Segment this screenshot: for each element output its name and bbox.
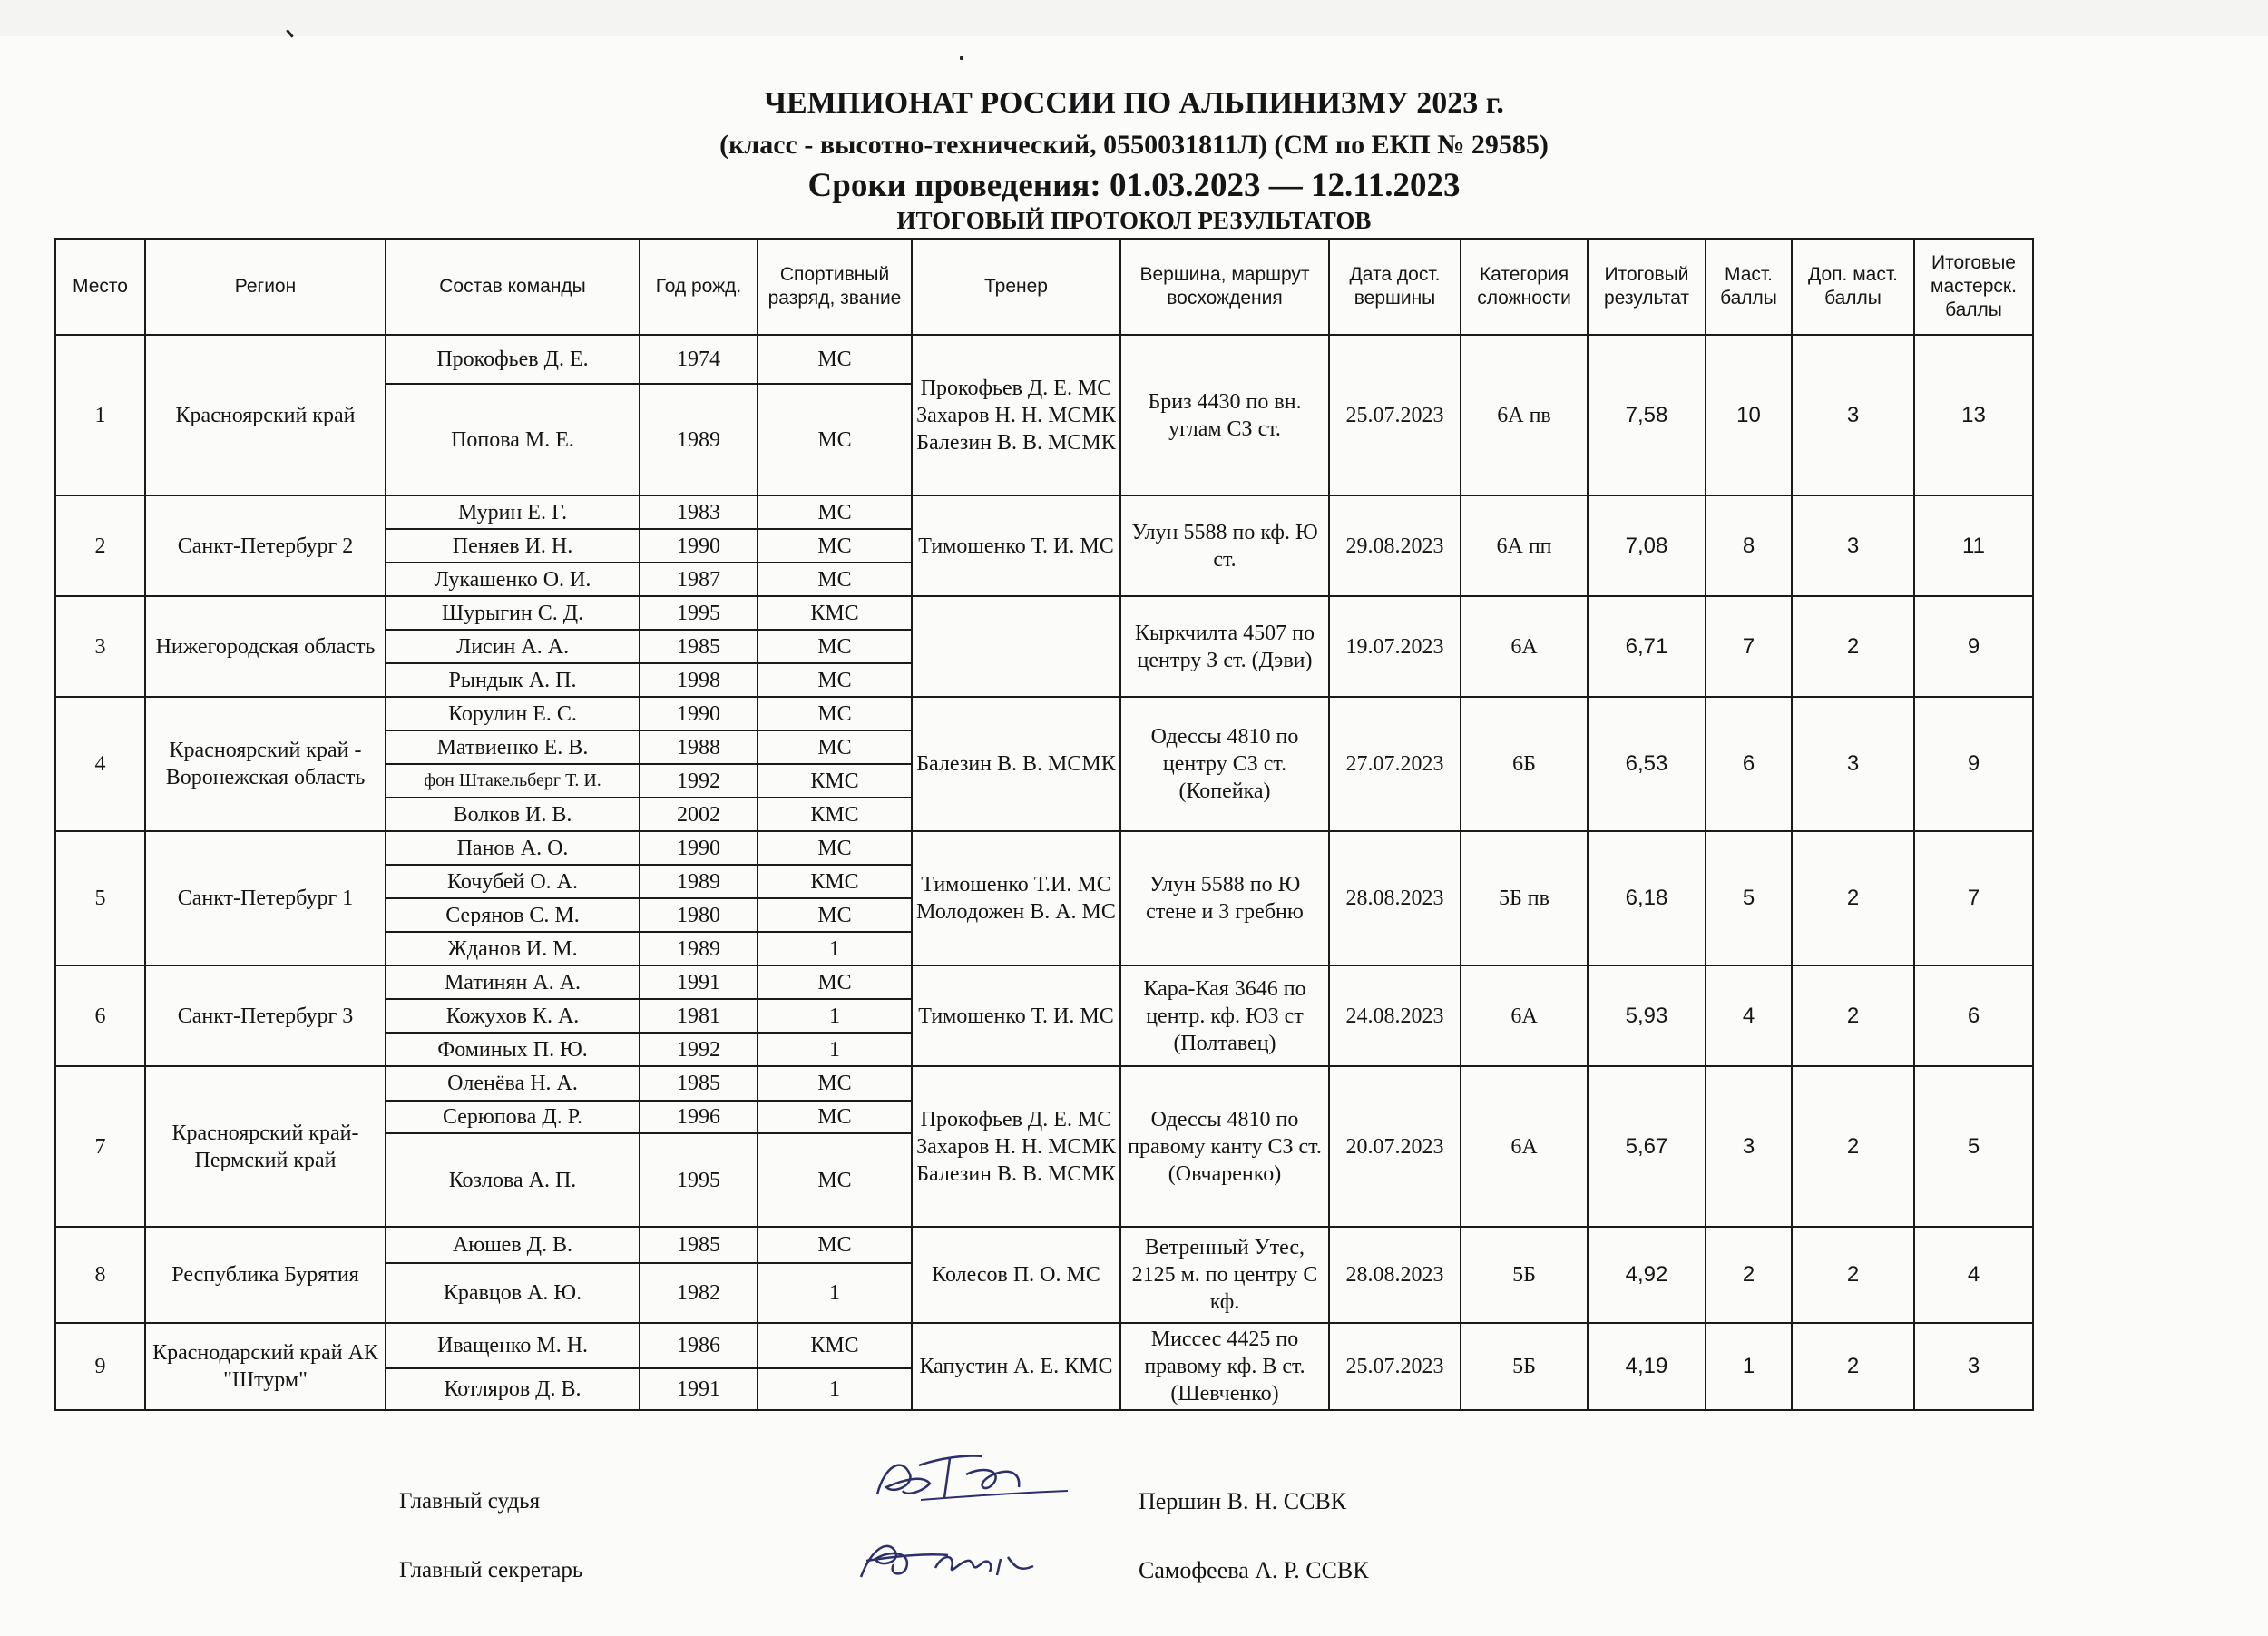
rank-cell: МС: [758, 563, 912, 596]
result-cell: 4,92: [1588, 1227, 1706, 1323]
member-name-cell: Прокофьев Д. Е.: [386, 335, 640, 384]
member-name-cell: Жданов И. М.: [386, 932, 640, 965]
date-cell: 27.07.2023: [1329, 697, 1461, 831]
extra-points-cell: 3: [1792, 495, 1914, 596]
birth-year-cell: 1992: [640, 1033, 758, 1066]
extra-points-cell: 2: [1792, 1066, 1914, 1227]
birth-year-cell: 1992: [640, 764, 758, 798]
member-name-cell: Попова М. Е.: [386, 384, 640, 495]
place-cell: 9: [55, 1323, 145, 1410]
table-header-row: [55, 239, 2033, 335]
date-cell: 25.07.2023: [1329, 1323, 1461, 1410]
birth-year-cell: 1988: [640, 730, 758, 764]
coach-cell: Балезин В. В. МСМК: [912, 697, 1120, 831]
birth-year-cell: 1990: [640, 697, 758, 730]
place-cell: 1: [55, 335, 145, 495]
rank-cell: МС: [758, 384, 912, 495]
birth-year-cell: 1980: [640, 898, 758, 932]
table-row: [55, 596, 2033, 630]
extra-points-cell: 3: [1792, 697, 1914, 831]
coach-cell: [912, 596, 1120, 697]
birth-year-cell: 1987: [640, 563, 758, 596]
region-cell: Санкт-Петербург 1: [145, 831, 386, 965]
col-header-team: Состав команды: [386, 239, 640, 335]
member-name-cell: Серянов С. М.: [386, 898, 640, 932]
member-name-cell: фон Штакельберг Т. И.: [386, 764, 640, 798]
member-name-cell: Аюшев Д. В.: [386, 1227, 640, 1263]
date-cell: 20.07.2023: [1329, 1066, 1461, 1227]
rank-cell: 1: [758, 1263, 912, 1323]
extra-points-cell: 2: [1792, 965, 1914, 1066]
total-points-cell: 4: [1914, 1227, 2033, 1323]
category-cell: 5Б: [1461, 1227, 1588, 1323]
date-cell: 29.08.2023: [1329, 495, 1461, 596]
category-cell: 6А: [1461, 965, 1588, 1066]
mastery-points-cell: 4: [1706, 965, 1792, 1066]
chief-judge-label: Главный судья: [399, 1489, 541, 1514]
col-header-rank: Спортивный разряд, звание: [758, 239, 912, 335]
region-cell: Краснодарский край АК "Штурм": [145, 1323, 386, 1410]
route-cell: Миссес 4425 по правому кф. В ст. (Шевченко): [1120, 1323, 1329, 1410]
coach-cell: Колесов П. О. МС: [912, 1227, 1120, 1323]
birth-year-cell: 1989: [640, 932, 758, 965]
route-cell: Ветренный Утес, 2125 м. по центру С кф.: [1120, 1227, 1329, 1323]
member-name-cell: Волков И. В.: [386, 798, 640, 831]
result-cell: 4,19: [1588, 1323, 1706, 1410]
rank-cell: МС: [758, 1133, 912, 1227]
category-cell: 6А пп: [1461, 495, 1588, 596]
member-name-cell: Фоминых П. Ю.: [386, 1033, 640, 1066]
place-cell: 2: [55, 495, 145, 596]
extra-points-cell: 3: [1792, 335, 1914, 495]
member-name-cell: Серюпова Д. Р.: [386, 1101, 640, 1133]
birth-year-cell: 1986: [640, 1323, 758, 1368]
member-name-cell: Корулин Е. С.: [386, 697, 640, 730]
col-header-mastery-points: Маст. баллы: [1706, 239, 1792, 335]
coach-cell: Тимошенко Т. И. МС: [912, 495, 1120, 596]
rank-cell: КМС: [758, 798, 912, 831]
table-row: [55, 1066, 2033, 1101]
birth-year-cell: 1985: [640, 630, 758, 663]
col-header-birth-year: Год рожд.: [640, 239, 758, 335]
chief-secretary-signature: [848, 1532, 1057, 1586]
rank-cell: 1: [758, 1368, 912, 1410]
result-cell: 5,67: [1588, 1066, 1706, 1227]
rank-cell: КМС: [758, 764, 912, 798]
table-row: [55, 1227, 2033, 1263]
results-body: [55, 335, 2033, 1410]
col-header-extra-points: Доп. маст. баллы: [1792, 239, 1914, 335]
rank-cell: МС: [758, 663, 912, 697]
table-row: [55, 335, 2033, 384]
mastery-points-cell: 1: [1706, 1323, 1792, 1410]
birth-year-cell: 1989: [640, 865, 758, 898]
category-cell: 5Б: [1461, 1323, 1588, 1410]
rank-cell: МС: [758, 1101, 912, 1133]
birth-year-cell: 2002: [640, 798, 758, 831]
result-cell: 7,58: [1588, 335, 1706, 495]
route-cell: Кара-Кая 3646 по центр. кф. ЮЗ ст (Полтавец): [1120, 965, 1329, 1066]
member-name-cell: Матинян А. А.: [386, 965, 640, 999]
chief-judge-signature: [866, 1447, 1075, 1511]
member-name-cell: Шурыгин С. Д.: [386, 596, 640, 630]
rank-cell: МС: [758, 1227, 912, 1263]
category-cell: 6Б: [1461, 697, 1588, 831]
mastery-points-cell: 10: [1706, 335, 1792, 495]
col-header-coach: Тренер: [912, 239, 1120, 335]
place-cell: 3: [55, 596, 145, 697]
category-cell: 6А пв: [1461, 335, 1588, 495]
rank-cell: МС: [758, 630, 912, 663]
member-name-cell: Рындык А. П.: [386, 663, 640, 697]
date-cell: 28.08.2023: [1329, 831, 1461, 965]
result-cell: 6,71: [1588, 596, 1706, 697]
category-cell: 6А: [1461, 1066, 1588, 1227]
date-cell: 25.07.2023: [1329, 335, 1461, 495]
member-name-cell: Пеняев И. Н.: [386, 529, 640, 563]
place-cell: 5: [55, 831, 145, 965]
rank-cell: КМС: [758, 596, 912, 630]
total-points-cell: 9: [1914, 596, 2033, 697]
rank-cell: МС: [758, 697, 912, 730]
member-name-cell: Кочубей О. А.: [386, 865, 640, 898]
category-cell: 6А: [1461, 596, 1588, 697]
rank-cell: МС: [758, 335, 912, 384]
coach-cell: Тимошенко Т.И. МС Молодожен В. А. МС: [912, 831, 1120, 965]
coach-cell: Тимошенко Т. И. МС: [912, 965, 1120, 1066]
birth-year-cell: 1983: [640, 495, 758, 529]
result-cell: 5,93: [1588, 965, 1706, 1066]
rank-cell: КМС: [758, 865, 912, 898]
rank-cell: МС: [758, 495, 912, 529]
region-cell: Республика Бурятия: [145, 1227, 386, 1323]
mastery-points-cell: 8: [1706, 495, 1792, 596]
coach-cell: Прокофьев Д. Е. МС Захаров Н. Н. МСМК Балезин В. В. МСМК: [912, 335, 1120, 495]
member-name-cell: Котляров Д. В.: [386, 1368, 640, 1410]
total-points-cell: 3: [1914, 1323, 2033, 1410]
coach-cell: Капустин А. Е. КМС: [912, 1323, 1120, 1410]
birth-year-cell: 1996: [640, 1101, 758, 1133]
birth-year-cell: 1995: [640, 1133, 758, 1227]
birth-year-cell: 1998: [640, 663, 758, 697]
chief-secretary-label: Главный секретарь: [399, 1558, 583, 1582]
route-cell: Кыркчилта 4507 по центру З ст. (Дэви): [1120, 596, 1329, 697]
rank-cell: 1: [758, 1033, 912, 1066]
member-name-cell: Панов А. О.: [386, 831, 640, 865]
rank-cell: МС: [758, 1066, 912, 1101]
scan-speck: [960, 56, 963, 60]
birth-year-cell: 1985: [640, 1227, 758, 1263]
mastery-points-cell: 6: [1706, 697, 1792, 831]
member-name-cell: Козлова А. П.: [386, 1133, 640, 1227]
region-cell: Красноярский край - Воронежская область: [145, 697, 386, 831]
member-name-cell: Матвиенко Е. В.: [386, 730, 640, 764]
table-row: [55, 831, 2033, 865]
birth-year-cell: 1985: [640, 1066, 758, 1101]
col-header-place: Место: [55, 239, 145, 335]
total-points-cell: 6: [1914, 965, 2033, 1066]
table-row: [55, 495, 2033, 529]
region-cell: Нижегородская область: [145, 596, 386, 697]
table-row: [55, 1323, 2033, 1368]
mastery-points-cell: 5: [1706, 831, 1792, 965]
total-points-cell: 5: [1914, 1066, 2033, 1227]
route-cell: Бриз 4430 по вн. углам СЗ ст.: [1120, 335, 1329, 495]
chief-secretary-name: Самофеева А. Р. ССВК: [1139, 1557, 1369, 1583]
extra-points-cell: 2: [1792, 1323, 1914, 1410]
results-table: [54, 238, 2034, 1411]
total-points-cell: 9: [1914, 697, 2033, 831]
date-cell: 19.07.2023: [1329, 596, 1461, 697]
rank-cell: КМС: [758, 1323, 912, 1368]
chief-judge-name: Першин В. Н. ССВК: [1139, 1488, 1347, 1514]
birth-year-cell: 1974: [640, 335, 758, 384]
birth-year-cell: 1990: [640, 529, 758, 563]
region-cell: Красноярский край- Пермский край: [145, 1066, 386, 1227]
region-cell: Санкт-Петербург 3: [145, 965, 386, 1066]
table-row: [55, 965, 2033, 999]
total-points-cell: 13: [1914, 335, 2033, 495]
route-cell: Улун 5588 по Ю стене и З гребню: [1120, 831, 1329, 965]
member-name-cell: Лукашенко О. И.: [386, 563, 640, 596]
member-name-cell: Кожухов К. А.: [386, 999, 640, 1033]
rank-cell: МС: [758, 831, 912, 865]
date-cell: 28.08.2023: [1329, 1227, 1461, 1323]
birth-year-cell: 1991: [640, 965, 758, 999]
birth-year-cell: 1990: [640, 831, 758, 865]
route-cell: Одессы 4810 по центру СЗ ст. (Копейка): [1120, 697, 1329, 831]
competition-dates: Сроки проведения: 01.03.2023 — 12.11.2023: [807, 167, 1461, 204]
total-points-cell: 7: [1914, 831, 2033, 965]
col-header-date: Дата дост. вершины: [1329, 239, 1461, 335]
birth-year-cell: 1989: [640, 384, 758, 495]
member-name-cell: Иващенко М. Н.: [386, 1323, 640, 1368]
result-cell: 6,18: [1588, 831, 1706, 965]
region-cell: Санкт-Петербург 2: [145, 495, 386, 596]
competition-class-line: (класс - высотно-технический, 0550031811Л) (СМ по ЕКП № 29585): [719, 130, 1549, 160]
rank-cell: МС: [758, 730, 912, 764]
col-header-region: Регион: [145, 239, 386, 335]
rank-cell: МС: [758, 898, 912, 932]
result-cell: 6,53: [1588, 697, 1706, 831]
birth-year-cell: 1995: [640, 596, 758, 630]
route-cell: Улун 5588 по кф. Ю ст.: [1120, 495, 1329, 596]
member-name-cell: Кравцов А. Ю.: [386, 1263, 640, 1323]
category-cell: 5Б пв: [1461, 831, 1588, 965]
rank-cell: МС: [758, 965, 912, 999]
member-name-cell: Оленёва Н. А.: [386, 1066, 640, 1101]
region-cell: Красноярский край: [145, 335, 386, 495]
col-header-category: Категория сложности: [1461, 239, 1588, 335]
date-cell: 24.08.2023: [1329, 965, 1461, 1066]
extra-points-cell: 2: [1792, 831, 1914, 965]
rank-cell: МС: [758, 529, 912, 563]
result-cell: 7,08: [1588, 495, 1706, 596]
rank-cell: 1: [758, 999, 912, 1033]
col-header-total-points: Итоговые мастерск. баллы: [1914, 239, 2033, 335]
extra-points-cell: 2: [1792, 1227, 1914, 1323]
mastery-points-cell: 7: [1706, 596, 1792, 697]
col-header-result: Итоговый результат: [1588, 239, 1706, 335]
extra-points-cell: 2: [1792, 596, 1914, 697]
total-points-cell: 11: [1914, 495, 2033, 596]
coach-cell: Прокофьев Д. Е. МС Захаров Н. Н. МСМК Балезин В. В. МСМК: [912, 1066, 1120, 1227]
document-title: ЧЕМПИОНАТ РОССИИ ПО АЛЬПИНИЗМУ 2023 г.: [764, 86, 1504, 120]
rank-cell: 1: [758, 932, 912, 965]
birth-year-cell: 1981: [640, 999, 758, 1033]
place-cell: 6: [55, 965, 145, 1066]
route-cell: Одессы 4810 по правому канту СЗ ст. (Овчаренко): [1120, 1066, 1329, 1227]
birth-year-cell: 1991: [640, 1368, 758, 1410]
place-cell: 4: [55, 697, 145, 831]
col-header-route: Вершина, маршрут восхождения: [1120, 239, 1329, 335]
member-name-cell: Лисин А. А.: [386, 630, 640, 663]
mastery-points-cell: 2: [1706, 1227, 1792, 1323]
mastery-points-cell: 3: [1706, 1066, 1792, 1227]
protocol-title: ИТОГОВЫЙ ПРОТОКОЛ РЕЗУЛЬТАТОВ: [896, 207, 1372, 234]
member-name-cell: Мурин Е. Г.: [386, 495, 640, 529]
place-cell: 8: [55, 1227, 145, 1323]
table-row: [55, 697, 2033, 730]
place-cell: 7: [55, 1066, 145, 1227]
birth-year-cell: 1982: [640, 1263, 758, 1323]
